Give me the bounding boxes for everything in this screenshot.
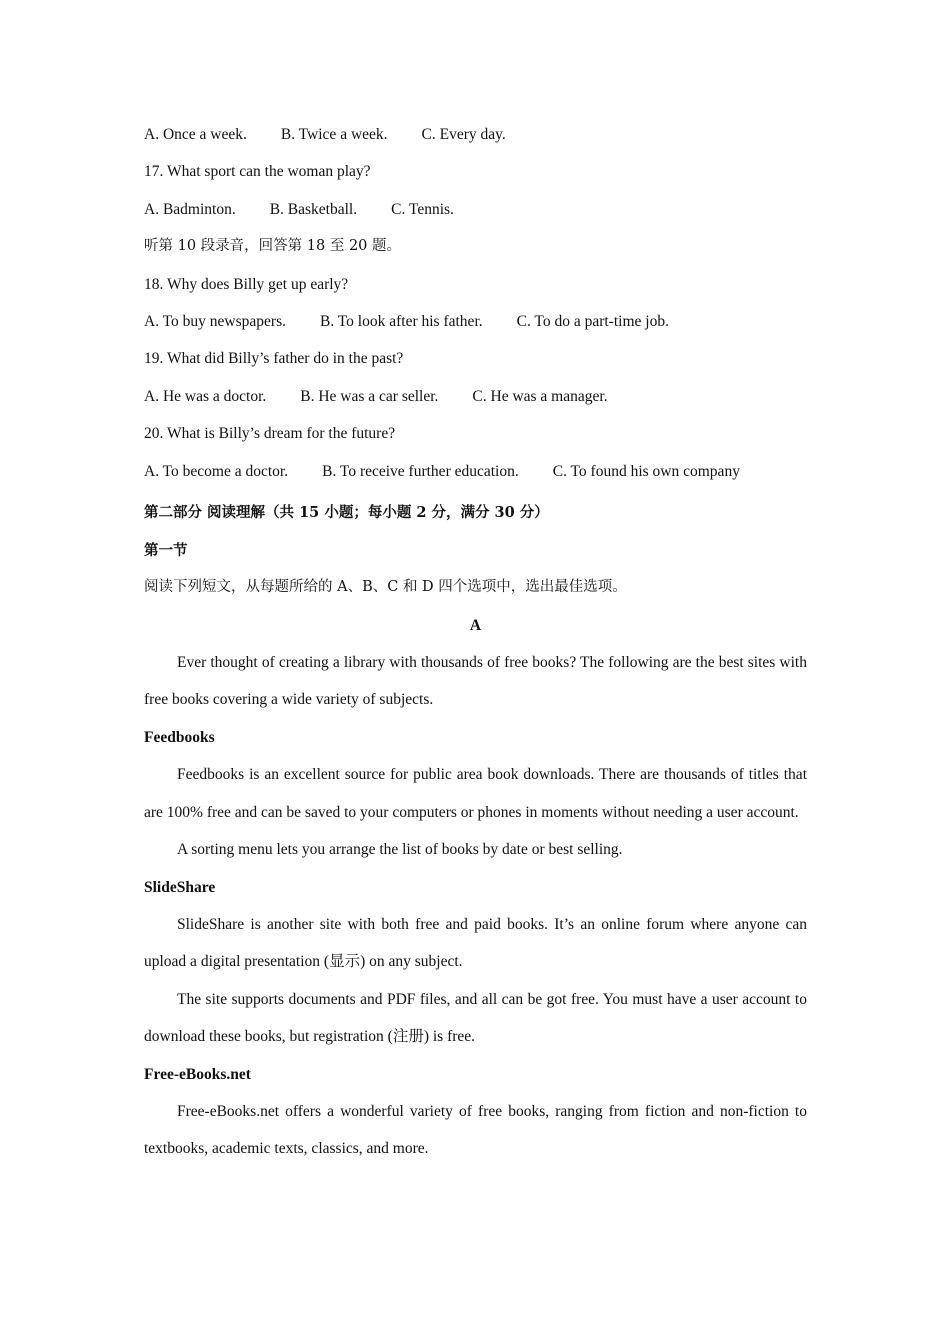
q18-option-a: A. To buy newspapers. [144, 312, 286, 330]
feedbooks-paragraph-2: A sorting menu lets you arrange the list of books by date or best selling. [177, 841, 623, 859]
q18-question: 18. Why does Billy get up early? [144, 275, 349, 293]
q19-option-a: A. He was a doctor. [144, 387, 267, 405]
slideshare-paragraph-1: SlideShare is another site with both free and paid books. It’s an online forum where anyone can upload a digital presentation (显示) on any subject. [144, 915, 807, 971]
q19-question: 19. What did Billy’s father do in the past? [144, 350, 404, 368]
q20-option-a: A. To become a doctor. [144, 462, 289, 480]
site-heading-feedbooks: Feedbooks [144, 728, 215, 746]
passage-intro: Ever thought of creating a library with thousands of free books? The following are the best sites with free books covering a wide variety of subjects. [144, 654, 807, 709]
q19-option-b: B. He was a car seller. [300, 387, 439, 405]
q20-question: 20. What is Billy’s dream for the future? [144, 425, 396, 443]
q19-option-c: C. He was a manager. [472, 387, 608, 405]
q17-question: 17. What sport can the woman play? [144, 163, 371, 181]
q18-option-c: C. To do a part-time job. [516, 312, 669, 330]
q16-option-a: A. Once a week. [144, 126, 247, 143]
q17-option-c: C. Tennis. [391, 200, 454, 218]
q20-options [144, 453, 807, 490]
q16-option-c: C. Every day. [421, 126, 506, 143]
feedbooks-paragraph-1: Feedbooks is an excellent source for public area book downloads. There are thousands of titles that are 100% free and can be saved to your computers or phones in moments without needing a user account. [144, 766, 807, 821]
q16-option-b: B. Twice a week. [280, 126, 388, 143]
q19-options [144, 378, 807, 415]
section1-title: 第一节 [144, 541, 188, 559]
q18-options [144, 303, 807, 340]
part2-title: 第二部分 阅读理解（共 15 小题；每小题 2 分，满分 30 分） [144, 503, 549, 521]
site-heading-slideshare: SlideShare [144, 878, 216, 896]
passage-label: A [469, 616, 482, 634]
free-ebooks-paragraph-1: Free-eBooks.net offers a wonderful variety of free books, ranging from fiction and non-fiction to textbooks, academic texts, classics, and more. [144, 1102, 807, 1158]
q17-option-b: B. Basketball. [269, 200, 358, 218]
exam-page [144, 116, 807, 1168]
q18-option-b: B. To look after his father. [319, 312, 483, 330]
q20-option-c: C. To found his own company [552, 462, 740, 480]
q16-options [144, 116, 807, 153]
q17-option-a: A. Badminton. [144, 200, 236, 218]
slideshare-paragraph-2: The site supports documents and PDF files, and all can be got free. You must have a user account to download these books, but registration (注册) is free. [144, 990, 807, 1046]
reading-instruction: 阅读下列短文，从每题所给的 A、B、C 和 D 四个选项中，选出最佳选项。 [144, 579, 627, 596]
q17-options [144, 191, 807, 228]
q20-option-b: B. To receive further education. [322, 462, 519, 480]
site-heading-free-ebooks: Free-eBooks.net [144, 1065, 251, 1083]
section10-instruction: 听第 10 段录音，回答第 18 至 20 题。 [144, 238, 402, 255]
